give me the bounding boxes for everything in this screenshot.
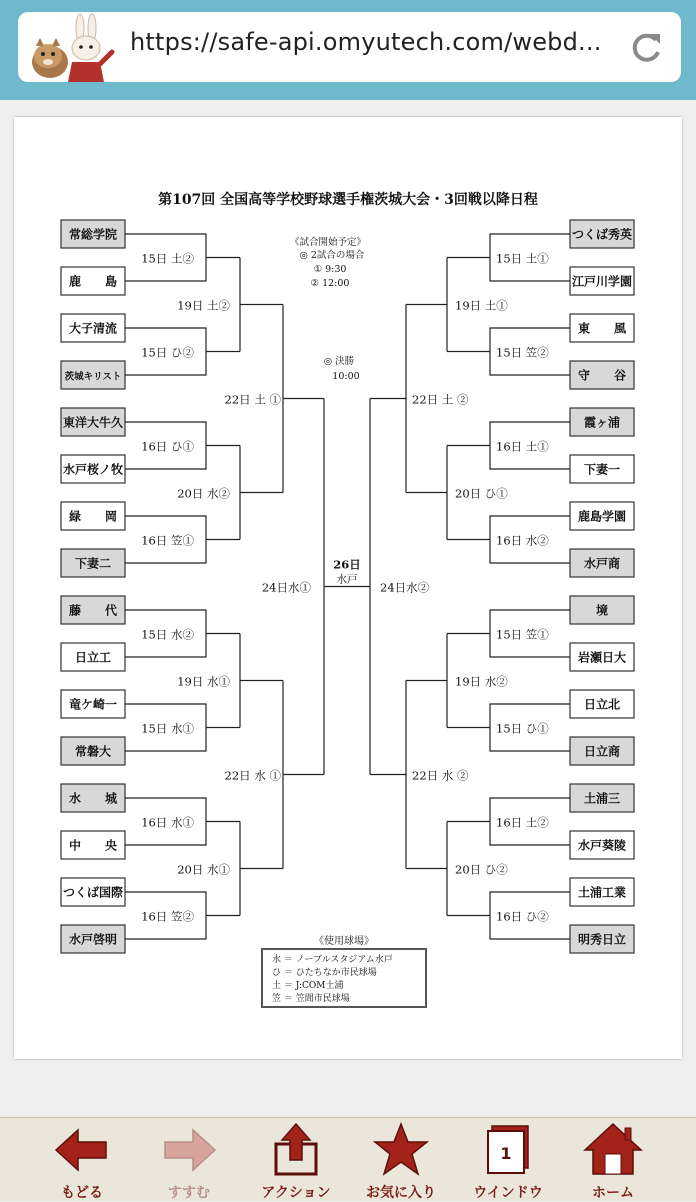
team-name-right: 土浦工業 [577,885,627,900]
team-name-right: 守 谷 [577,368,627,383]
team-name-right: 水戸商 [583,556,621,571]
team-name-left: 水戸桜ノ牧 [62,462,124,477]
start-info-first: ① 9:30 [313,264,347,275]
team-name-right: 明秀日立 [577,932,627,947]
match-date-right-r3: 22日 水 ② [412,768,469,783]
tournament-bracket [14,117,682,1059]
match-date-left-r2: 20日 水① [177,862,230,877]
venue-legend-item: ひ ＝ ひたちなか市民球場 [272,968,377,978]
match-date-left-r1: 15日 土② [141,251,194,266]
start-info-second: ② 12:00 [310,278,350,289]
start-info-title: 《試合開始予定》 [289,237,367,248]
semifinal-date-right: 24日水② [380,580,430,595]
match-date-right-r1: 15日 笠② [496,345,549,360]
start-info-double: ◎ 2試合の場合 [299,250,365,261]
match-date-left-r1: 16日 笠① [141,533,194,548]
match-date-left-r1: 16日 水① [141,815,194,830]
window-icon [478,1122,538,1178]
team-name-left: 中 央 [68,838,118,853]
action-button[interactable]: アクション [241,1122,351,1200]
team-name-right: 土浦三 [583,791,621,806]
team-name-right: 霞ヶ浦 [583,415,621,430]
team-name-left: 藤 代 [68,603,118,618]
match-date-left-r1: 15日 水① [141,721,194,736]
home-button[interactable]: ホーム [558,1122,668,1200]
final-venue: 水戸 [336,573,358,586]
venue-legend-item: 笠 ＝ 笠間市民球場 [272,994,350,1004]
match-date-right-r3: 22日 土 ② [412,392,469,407]
venue-legend-item: 土 ＝ J:COM土浦 [272,981,344,991]
bottom-toolbar [0,1117,696,1201]
star-icon [371,1122,431,1178]
team-name-left: 水 城 [68,791,118,806]
match-date-left-r2: 19日 水① [177,674,230,689]
share-icon [266,1122,326,1178]
match-date-left-r1: 15日 水② [141,627,194,642]
team-name-left: 水戸啓明 [68,932,118,947]
team-name-left: 日立工 [74,650,112,665]
team-name-right: 東 風 [577,321,627,336]
semifinal-date-left: 24日水① [261,580,311,595]
match-date-right-r1: 15日 土① [496,251,549,266]
team-name-left: 常磐大 [74,744,112,759]
team-name-left: 鹿 島 [68,274,118,289]
team-name-left: 下妻二 [74,556,112,571]
match-date-right-r1: 16日 水② [496,533,549,548]
team-name-left: 東洋大牛久 [62,415,124,430]
team-name-left: 茨城キリスト [64,371,122,383]
forward-arrow-icon [159,1122,219,1178]
address-bar[interactable] [18,12,681,82]
match-date-right-r2: 20日 ひ① [455,486,508,501]
venue-legend-title: 《使用球場》 [314,936,374,947]
match-date-right-r2: 20日 ひ② [455,862,508,877]
match-date-left-r3: 22日 土 ① [224,392,281,407]
match-date-right-r2: 19日 水② [455,674,508,689]
team-name-right: 江戸川学園 [571,274,633,289]
team-name-left: 竜ケ崎一 [68,697,118,712]
document-title: 第107回 全国高等学校野球選手権茨城大会・3回戦以降日程 [158,192,538,208]
match-date-right-r2: 19日 土① [455,298,508,313]
match-date-left-r1: 15日 ひ② [141,345,194,360]
match-date-left-r2: 19日 土② [177,298,230,313]
team-name-right: 日立北 [583,697,621,712]
team-name-left: 常総学院 [68,227,118,242]
back-arrow-icon [52,1122,112,1178]
final-date: 26日 [333,557,361,572]
url-text: https://safe-api.omyutech.com/webd... [130,28,602,56]
match-date-left-r1: 16日 ひ① [141,439,194,454]
favorites-button[interactable]: お気に入り [346,1122,456,1200]
window-count: 1 [500,1144,512,1163]
tournament-document [14,117,682,1059]
match-date-left-r3: 22日 水 ① [224,768,281,783]
team-name-left: つくば国際 [62,885,124,900]
venue-legend-item: 水 ＝ ノーブルスタジアム水戸 [272,955,393,965]
forward-button[interactable]: すすむ [134,1122,244,1200]
match-date-right-r1: 15日 ひ① [496,721,549,736]
team-name-right: つくば秀英 [571,227,633,242]
window-button[interactable]: 1 ウインドウ [453,1122,563,1200]
team-name-right: 鹿島学園 [577,509,627,524]
back-button[interactable]: もどる [27,1122,137,1200]
match-date-right-r1: 16日 土① [496,439,549,454]
team-name-right: 下妻一 [583,462,621,477]
team-name-right: 水戸葵陵 [577,838,627,853]
final-time-value: 10:00 [332,371,360,382]
match-date-right-r1: 16日 ひ② [496,909,549,924]
match-date-right-r1: 15日 笠① [496,627,549,642]
team-name-left: 大子清流 [68,321,118,336]
match-date-right-r1: 16日 土② [496,815,549,830]
browser-top-bar [0,0,696,100]
home-icon [583,1122,643,1178]
team-name-left: 緑 岡 [68,509,118,524]
reload-icon[interactable] [626,28,666,68]
team-name-right: 日立商 [583,744,621,759]
match-date-left-r1: 16日 笠② [141,909,194,924]
team-name-right: 岩瀬日大 [577,650,627,665]
final-time-label: ◎ 決勝 [323,356,355,367]
match-date-left-r2: 20日 水② [177,486,230,501]
team-name-right: 境 [595,603,609,618]
mascot-icon [24,12,116,82]
